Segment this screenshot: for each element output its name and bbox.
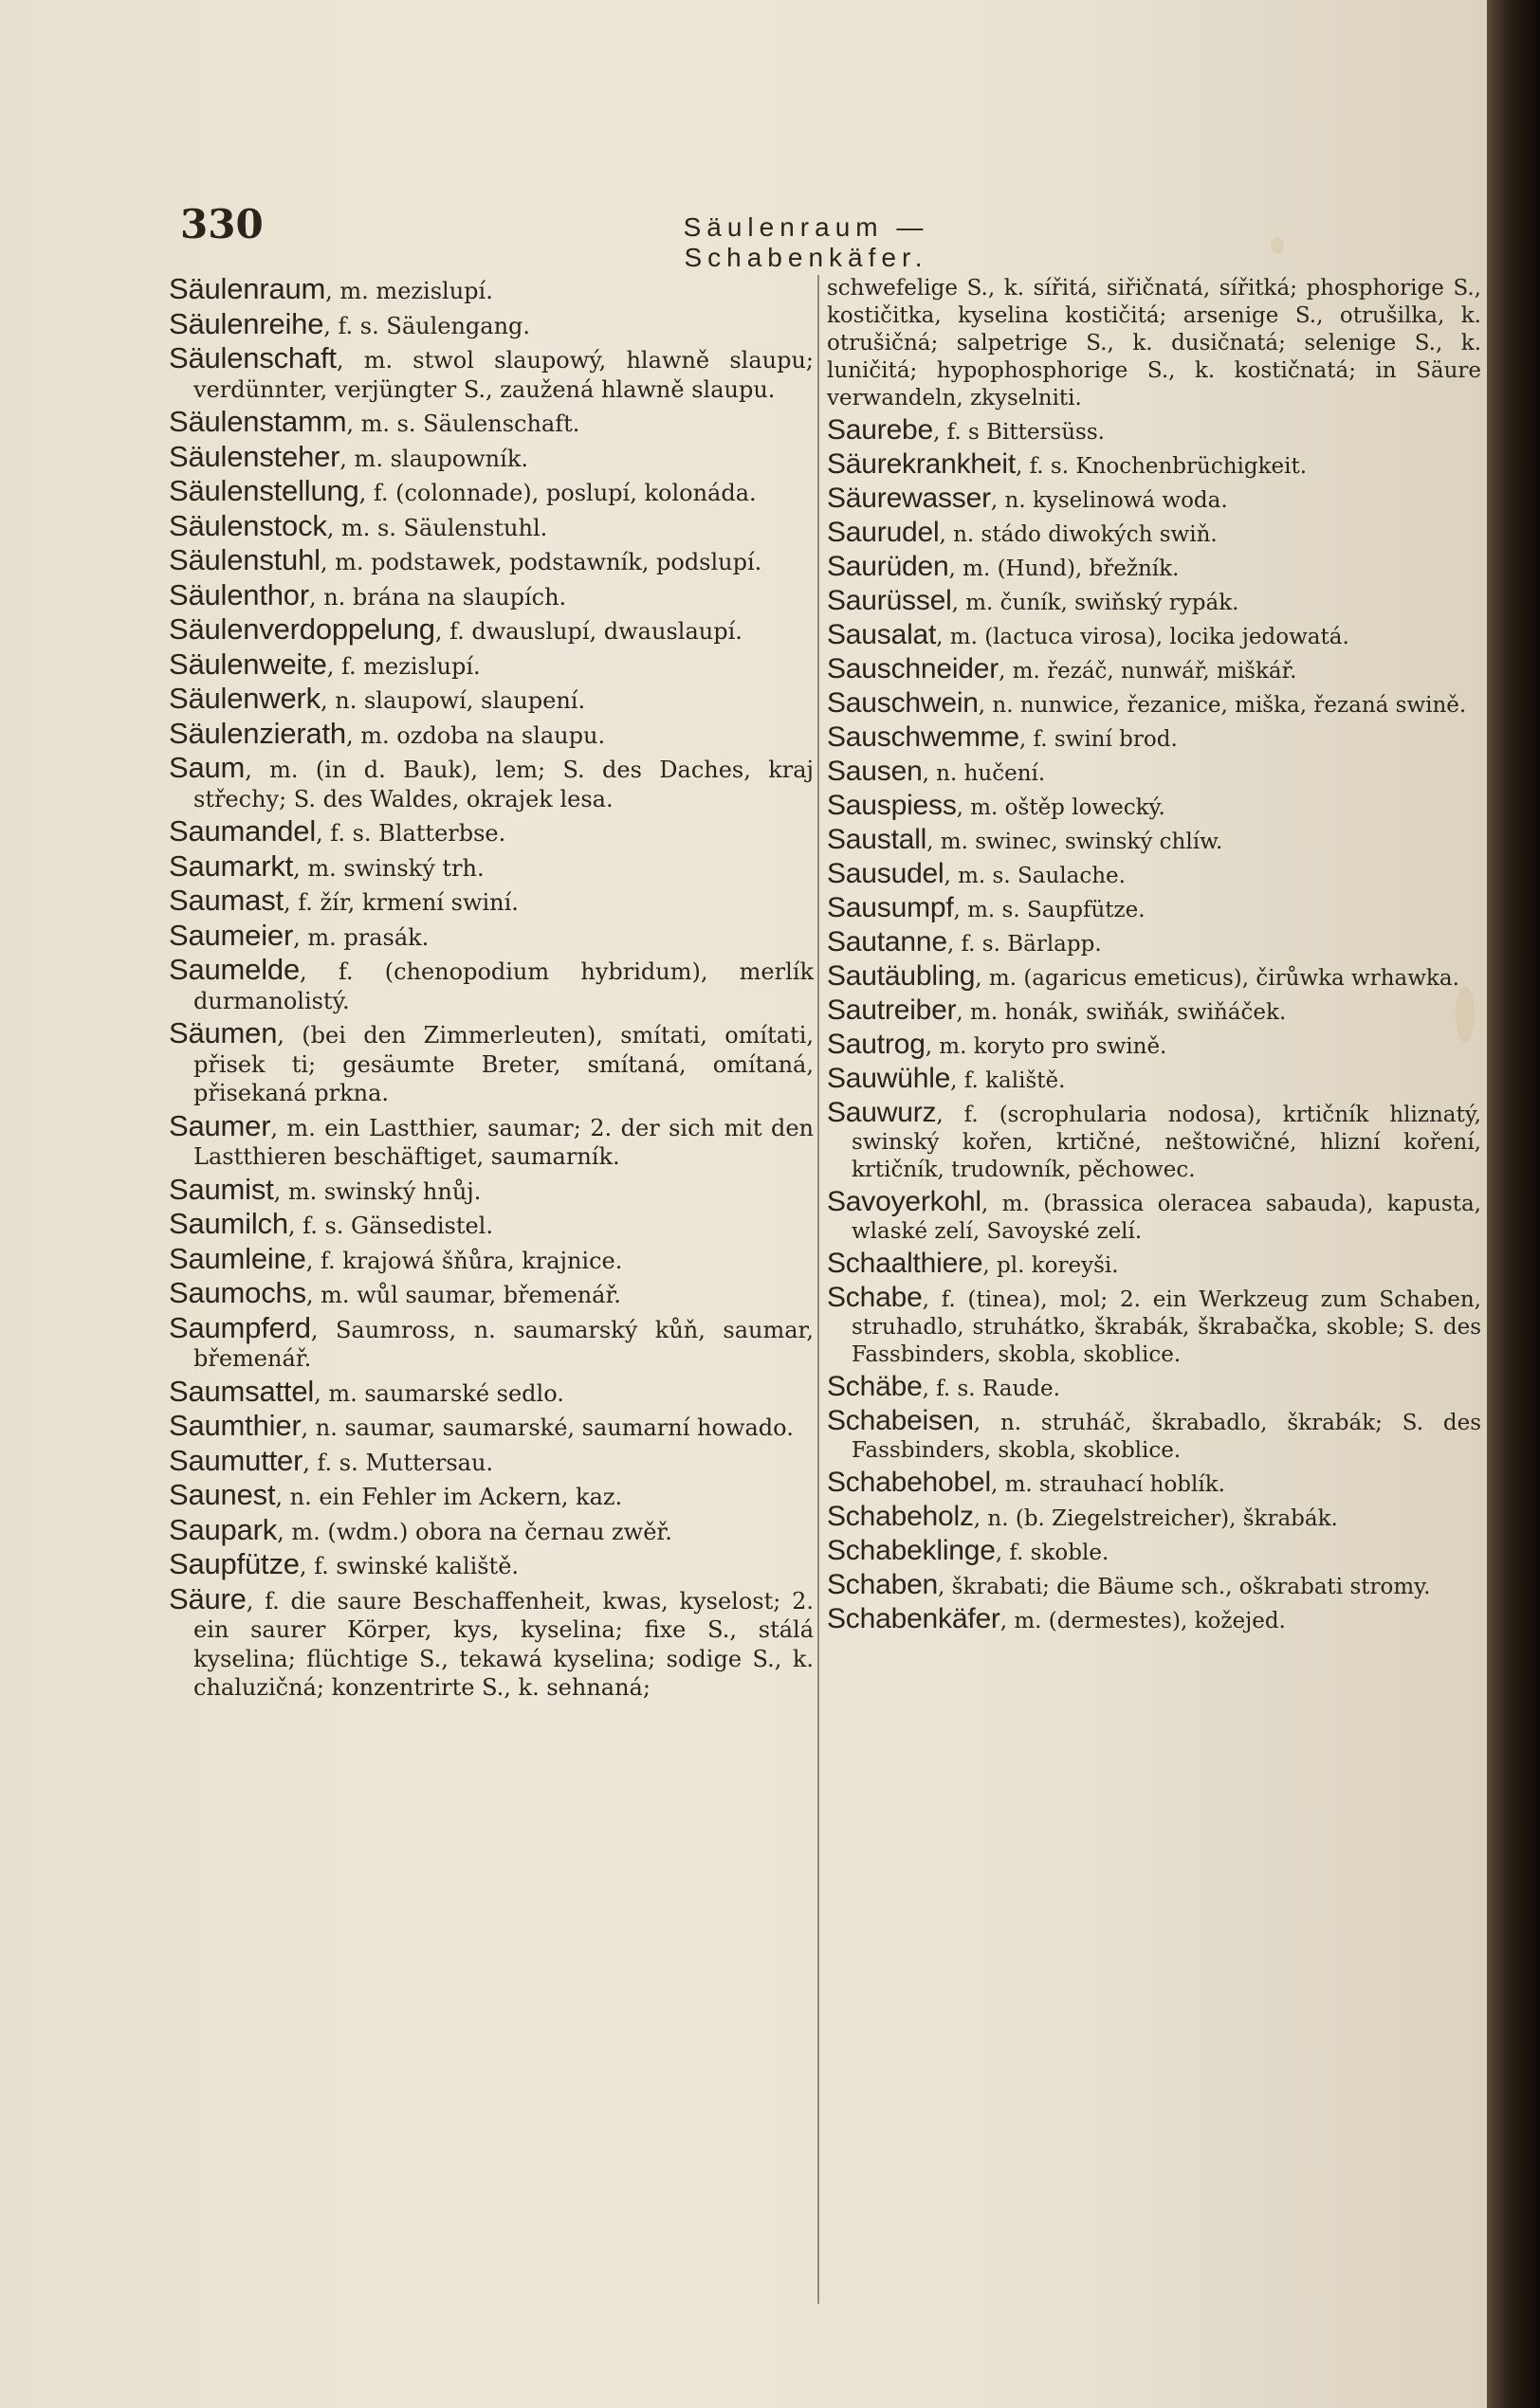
dictionary-entry: Säulenstuhl, m. podstawek, podstawník, podslupí. xyxy=(169,543,762,576)
headword: Säulensteher xyxy=(169,439,340,473)
dictionary-entry: Säulenraum, m. mezislupí. xyxy=(169,272,493,305)
dictionary-entry: Säure, f. die saure Beschaffenheit, kwas, kyselost; 2. ein saurer Körper, kys, kyselina; fixe S., stálá kyselina; flüchtige S., tekawá kyselina; sodige S., k. chaluzičná; konzentrirte S., k. sehnaná; xyxy=(169,1581,814,1701)
headword: Saumthier xyxy=(169,1409,302,1442)
headword: Sauschneider xyxy=(827,653,999,684)
headword: Saumast xyxy=(169,884,284,917)
headword: Säulenstuhl xyxy=(169,543,321,576)
dictionary-entry: Säulenstellung, f. (colonnade), poslupí, kolonáda. xyxy=(169,474,757,507)
dictionary-entry: Säurekrankheit, f. s. Knochenbrüchigkeit. xyxy=(827,448,1308,480)
headword: Saumandel xyxy=(169,814,317,848)
headword: Schaalthiere xyxy=(827,1248,983,1279)
headword: Sautanne xyxy=(827,926,947,958)
headword: Sauwurz xyxy=(827,1097,937,1128)
headword: Saumpferd xyxy=(169,1310,311,1344)
dictionary-entry: Saumer, m. ein Lastthier, saumar; 2. der sich mit den Lastthieren beschäftiget, saumarník. xyxy=(169,1108,814,1170)
headword: Sautäubling xyxy=(827,960,976,992)
headword: Säulenwerk xyxy=(169,682,321,715)
dictionary-entry: Saumist, m. swinský hnůj. xyxy=(169,1172,482,1206)
headword: Säumen xyxy=(169,1016,278,1049)
dictionary-entry: Säurewasser, n. kyselinowá woda. xyxy=(827,483,1228,514)
headword: Säulenstamm xyxy=(169,405,347,438)
dictionary-entry: Sauschwein, n. nunwice, řezanice, miška, řezaná swině. xyxy=(827,687,1467,719)
headword: Schabeklinge xyxy=(827,1535,996,1566)
dictionary-entry: Schabe, f. (tinea), mol; 2. ein Werkzeug zum Schaben, struhadlo, struhátko, škrabák, škrabačka, skoble; S. des Fassbinders, skobla, skoblice. xyxy=(827,1282,1481,1367)
headword: Saumeier xyxy=(169,918,294,952)
headword: Saumist xyxy=(169,1172,274,1206)
headword: Säulenstellung xyxy=(169,474,359,507)
dictionary-entry: Schäbe, f. s. Raude. xyxy=(827,1371,1060,1402)
headword: Schabenkäfer xyxy=(827,1603,1000,1634)
dictionary-entry: Saurebe, f. s Bittersüss. xyxy=(827,414,1105,446)
dictionary-entry: Säulenverdoppelung, f. dwauslupí, dwauslaupí. xyxy=(169,612,742,646)
dictionary-entry: Saumochs, m. wůl saumar, břemenář. xyxy=(169,1276,621,1309)
dictionary-entry: Saunest, n. ein Fehler im Ackern, kaz. xyxy=(169,1478,623,1511)
page-header xyxy=(180,201,1470,272)
dictionary-entry: Säulenthor, n. brána na slaupích. xyxy=(169,577,567,611)
dictionary-entry: Säulenweite, f. mezislupí. xyxy=(169,647,481,681)
dictionary-entry: Saumpferd, Saumross, n. saumarský kůň, saumar, břemenář. xyxy=(169,1310,814,1372)
headword: Schaben xyxy=(827,1569,939,1600)
dictionary-entry: Saumast, f. žír, krmení swiní. xyxy=(169,884,519,917)
headword: Saumleine xyxy=(169,1241,306,1275)
headword: Schabeholz xyxy=(827,1501,974,1532)
dictionary-entry: Schabenkäfer, m. (dermestes), kožejed. xyxy=(827,1603,1286,1634)
dictionary-entry: Säulenschaft, m. stwol slaupowý, hlawně slaupu; verdünnter, verjüngter S., zaužená hlawně slaupu. xyxy=(169,341,814,403)
headword: Saumsattel xyxy=(169,1374,315,1408)
dictionary-entry: Sauschneider, m. řezáč, nunwář, miškář. xyxy=(827,653,1297,684)
dictionary-entry: Saumeier, m. prasák. xyxy=(169,918,430,952)
dictionary-entry: Sautreiber, m. honák, swiňák, swiňáček. xyxy=(827,994,1287,1026)
headword: Saurüssel xyxy=(827,585,952,616)
headword: Saumilch xyxy=(169,1207,288,1240)
page-number: 330 xyxy=(180,201,264,247)
headword: Sauwühle xyxy=(827,1063,951,1094)
headword: Säure xyxy=(169,1581,247,1615)
dictionary-entry: Saumelde, f. (chenopodium hybridum), merlík durmanolistý. xyxy=(169,953,814,1014)
dictionary-entry: Sausumpf, m. s. Saupfütze. xyxy=(827,892,1146,923)
headword: Saum xyxy=(169,751,246,784)
headword: Säulenverdoppelung xyxy=(169,612,435,646)
dictionary-entry: Sautäubling, m. (agaricus emeticus), čirůwka wrhawka. xyxy=(827,960,1459,992)
dictionary-entry: Säulensteher, m. slaupowník. xyxy=(169,439,528,473)
dictionary-entry: Säulenwerk, n. slaupowí, slaupení. xyxy=(169,682,586,715)
headword: Schabehobel xyxy=(827,1467,991,1498)
headword: Sausumpf xyxy=(827,892,954,923)
headword: Sausalat xyxy=(827,619,937,650)
dictionary-entry: Säulenreihe, f. s. Säulengang. xyxy=(169,306,531,340)
dictionary-entry: Saurüssel, m. čuník, swiňský rypák. xyxy=(827,585,1239,616)
dictionary-entry: Sausudel, m. s. Saulache. xyxy=(827,858,1126,889)
headword: Sautreiber xyxy=(827,994,957,1026)
dictionary-entry: Savoyerkohl, m. (brassica oleracea sabauda), kapusta, wlaské zelí, Savoyské zelí. xyxy=(827,1186,1481,1244)
right-column xyxy=(827,275,1481,1639)
dictionary-entry: Schabehobel, m. strauhací hoblík. xyxy=(827,1467,1225,1498)
dictionary-entry: Saurüden, m. (Hund), břežník. xyxy=(827,551,1180,582)
dictionary-entry: Schabeisen, n. struháč, škrabadlo, škrabák; S. des Fassbinders, skobla, skoblice. xyxy=(827,1405,1481,1463)
dictionary-entry: Säulenstock, m. s. Säulenstuhl. xyxy=(169,508,548,542)
dictionary-entry: Schaben, škrabati; die Bäume sch., oškrabati stromy. xyxy=(827,1569,1431,1600)
dictionary-entry: schwefelige S., k. sířitá, siřičnatá, sířitká; phosphorige S., kostičitka, kyselina kostičitá; arsenige S., otrušilka, k. otrušičná; salpetrige S., k. dusičnatá; selenige S., k. luničitá; hypophosphorige S., k. kostičnatá; in Säure verwandeln, zkyselniti. xyxy=(827,276,1481,410)
headword: Sauschwein xyxy=(827,687,979,719)
dictionary-entry: Saupark, m. (wdm.) obora na černau zwěř. xyxy=(169,1512,672,1546)
dictionary-entry: Schaalthiere, pl. koreyši. xyxy=(827,1248,1119,1279)
dictionary-entry: Sautrog, m. koryto pro swině. xyxy=(827,1029,1167,1060)
headword: Säulenreihe xyxy=(169,306,324,340)
headword: Sauspiess xyxy=(827,790,957,821)
headword: Sauschwemme xyxy=(827,721,1019,753)
headword: Saurudel xyxy=(827,517,940,548)
headword: Schäbe xyxy=(827,1371,923,1402)
headword: Säulenweite xyxy=(169,647,327,681)
dictionary-entry: Saumsattel, m. saumarské sedlo. xyxy=(169,1374,564,1408)
headword: Säulenraum xyxy=(169,272,326,305)
headword: Saustall xyxy=(827,824,927,855)
headword: Säulenzierath xyxy=(169,716,346,750)
headword: Säurewasser xyxy=(827,483,991,514)
headword: Schabe xyxy=(827,1282,923,1313)
dictionary-entry: Sausalat, m. (lactuca virosa), locika jedowatá. xyxy=(827,619,1349,650)
dictionary-entry: Sauwühle, f. kaliště. xyxy=(827,1063,1066,1094)
dictionary-entry: Saumilch, f. s. Gänsedistel. xyxy=(169,1207,493,1240)
dictionary-entry: Sauspiess, m. oštěp lowecký. xyxy=(827,790,1165,821)
dictionary-entry: Sautanne, f. s. Bärlapp. xyxy=(827,926,1102,958)
headword: Säulenstock xyxy=(169,508,327,542)
running-title: Säulenraum — Schabenkäfer. xyxy=(683,212,929,272)
dictionary-entry: Saumandel, f. s. Blatterbse. xyxy=(169,814,506,848)
headword: Saupfütze xyxy=(169,1547,300,1580)
headword: Saumarkt xyxy=(169,848,294,883)
dictionary-entry: Säumen, (bei den Zimmerleuten), smítati, omítati, přisek ti; gesäumte Breter, smítaná, omítaná, přisekaná prkna. xyxy=(169,1016,814,1106)
column-divider xyxy=(817,275,819,2304)
headword: Sausudel xyxy=(827,858,944,889)
dictionary-entry: Saustall, m. swinec, swinský chlíw. xyxy=(827,824,1223,855)
dictionary-entry: Saum, m. (in d. Bauk), lem; S. des Daches, kraj střechy; S. des Waldes, okrajek lesa. xyxy=(169,751,814,812)
headword: Saupark xyxy=(169,1512,278,1546)
headword: Savoyerkohl xyxy=(827,1186,981,1217)
dictionary-entry: Säulenstamm, m. s. Säulenschaft. xyxy=(169,405,580,438)
dictionary-entry: Saumleine, f. krajowá šňůra, krajnice. xyxy=(169,1241,623,1275)
headword: Sautrog xyxy=(827,1029,926,1060)
headword: Saumelde xyxy=(169,953,300,986)
headword: Säurekrankheit xyxy=(827,448,1016,480)
dictionary-entry: Saupfütze, f. swinské kaliště. xyxy=(169,1547,520,1580)
headword: Saumochs xyxy=(169,1276,306,1309)
dictionary-entry: Sauwurz, f. (scrophularia nodosa), krtičník hliznatý, swinský kořen, krtičné, neštowičné, hlizní koření, krtičník, trudowník, pěchowec. xyxy=(827,1097,1481,1182)
headword: Saumutter xyxy=(169,1443,303,1477)
headword: Saurebe xyxy=(827,414,934,446)
dictionary-entry: Saumarkt, m. swinský trh. xyxy=(169,848,485,883)
dictionary-entry: Schabeklinge, f. skoble. xyxy=(827,1535,1109,1566)
dictionary-entry: Saumthier, n. saumar, saumarské, saumarní howado. xyxy=(169,1409,794,1442)
headword: Saunest xyxy=(169,1478,276,1511)
headword: Sausen xyxy=(827,756,923,787)
headword: Säulenthor xyxy=(169,577,309,611)
headword: Saumer xyxy=(169,1108,271,1142)
dictionary-entry: Säulenzierath, m. ozdoba na slaupu. xyxy=(169,716,606,750)
dictionary-entry: Sauschwemme, f. swiní brod. xyxy=(827,721,1178,753)
dictionary-entry: Saurudel, n. stádo diwokých swiň. xyxy=(827,517,1218,548)
dictionary-entry: Saumutter, f. s. Muttersau. xyxy=(169,1443,494,1477)
headword: Säulenschaft xyxy=(169,341,337,374)
headword: Schabeisen xyxy=(827,1405,974,1436)
dictionary-entry: Schabeholz, n. (b. Ziegelstreicher), škrabák. xyxy=(827,1501,1338,1532)
dictionary-entry: Sausen, n. hučení. xyxy=(827,756,1046,787)
left-column xyxy=(169,272,814,1706)
headword: Saurüden xyxy=(827,551,949,582)
book-spine xyxy=(1487,0,1540,2408)
